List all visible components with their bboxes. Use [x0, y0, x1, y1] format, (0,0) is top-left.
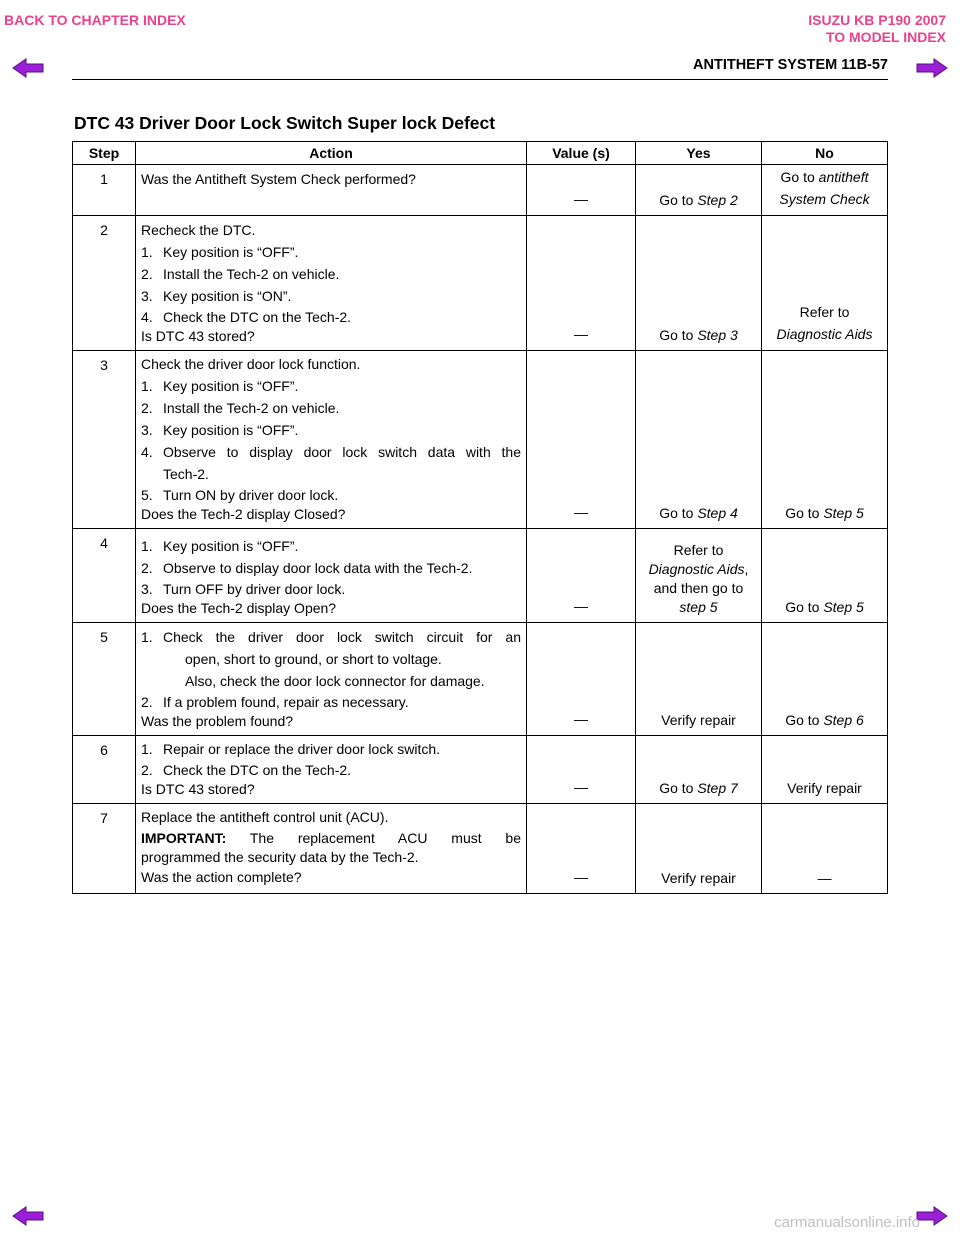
arrow-right-icon[interactable] [916, 1206, 948, 1226]
no-step-link: Step 6 [823, 712, 864, 728]
no-refer: Refer to [799, 304, 850, 320]
question-text: Was the action complete? [141, 869, 302, 885]
value-cell: — [527, 736, 636, 804]
list-item: 3. Key position is “ON”. [141, 288, 292, 304]
no-cell [762, 165, 888, 216]
column-header-no: No [762, 142, 888, 165]
column-header-value: Value (s) [527, 142, 636, 165]
action-cell [136, 165, 527, 216]
value-cell: — [527, 623, 636, 736]
action-intro: Check the driver door lock function. [141, 356, 361, 372]
value-cell: — [527, 529, 636, 623]
yes-prefix: Go to [659, 780, 698, 796]
diagnostic-table [72, 141, 888, 894]
list-item: 1. Check the driver door lock switch circuit for an open, short to ground, or short to voltage. Also, check the door lock connector for damage. [141, 629, 521, 689]
column-header-action: Action [136, 142, 527, 165]
yes-cell: Refer to Diagnostic Aids, and then go to step 5 [636, 529, 762, 623]
action-intro: Replace the antitheft control unit (ACU). [141, 809, 389, 825]
yes-step-link: Step 4 [697, 505, 738, 521]
no-prefix: Go to [785, 599, 824, 615]
no-step-link: Step 5 [823, 505, 864, 521]
no-link: Diagnostic Aids [776, 326, 873, 342]
watermark: carmanualsonline.info [774, 1214, 920, 1231]
list-item: 1. Key position is “OFF”. [141, 378, 299, 394]
no-link-part1: antitheft [818, 169, 869, 185]
table-row [73, 165, 888, 216]
yes-prefix: Go to [659, 192, 698, 208]
table-row [73, 351, 888, 529]
action-cell [136, 736, 527, 804]
question-text: Is DTC 43 stored? [141, 781, 255, 797]
no-cell: — [762, 804, 888, 894]
list-item: 2. Install the Tech-2 on vehicle. [141, 266, 340, 282]
column-header-step: Step [73, 142, 136, 165]
important-note-cont: programmed the security data by the Tech-2. [141, 849, 419, 865]
list-item: 1. Key position is “OFF”. [141, 244, 299, 260]
question-text: Does the Tech-2 display Closed? [141, 506, 346, 522]
value-cell: — [527, 804, 636, 894]
action-intro: Recheck the DTC. [141, 222, 256, 238]
column-header-yes: Yes [636, 142, 762, 165]
yes-cell: Verify repair [636, 623, 762, 736]
important-label: IMPORTANT: [141, 830, 227, 846]
yes-prefix: Go to [659, 505, 698, 521]
step-number: 2 [73, 216, 136, 351]
no-cell [762, 529, 888, 623]
no-cell [762, 216, 888, 351]
yes-step-link: Step 3 [697, 327, 738, 343]
step-number: 6 [73, 736, 136, 804]
question-text: Does the Tech-2 display Open? [141, 600, 337, 616]
table-row [73, 623, 888, 736]
no-cell [762, 623, 888, 736]
table-row [73, 736, 888, 804]
list-item: 2. Observe to display door lock data with the Tech-2. [141, 560, 473, 576]
step-number: 7 [73, 804, 136, 894]
arrow-left-icon[interactable] [12, 1206, 44, 1226]
list-item: 4. Check the DTC on the Tech-2. [141, 309, 352, 325]
no-step-link: Step 5 [823, 599, 864, 615]
list-item: 2. Install the Tech-2 on vehicle. [141, 400, 340, 416]
list-item: 1. Repair or replace the driver door lock switch. [141, 741, 441, 757]
no-prefix: Go to [785, 712, 824, 728]
list-item: 2. Check the DTC on the Tech-2. [141, 762, 352, 778]
yes-step-link: step 5 [679, 599, 718, 615]
header-rule [72, 79, 888, 80]
action-cell [136, 623, 527, 736]
arrow-right-icon[interactable] [916, 58, 948, 78]
yes-cell [636, 351, 762, 529]
no-cell [762, 351, 888, 529]
action-cell [136, 529, 527, 623]
list-item: 3. Turn OFF by driver door lock. [141, 581, 346, 597]
no-cell: Verify repair [762, 736, 888, 804]
yes-prefix: Go to [659, 327, 698, 343]
yes-step-link: Step 2 [697, 192, 738, 208]
yes-refer: Refer to [673, 542, 724, 558]
arrow-left-icon[interactable] [12, 58, 44, 78]
question-text: Is DTC 43 stored? [141, 328, 255, 344]
yes-cell [636, 165, 762, 216]
value-cell: — [527, 351, 636, 529]
list-item: 1. Key position is “OFF”. [141, 538, 299, 554]
yes-then: and then go to [653, 580, 744, 596]
action-text: Was the Antitheft System Check performed? [141, 171, 416, 187]
action-cell [136, 216, 527, 351]
important-note: IMPORTANT: The replacement ACU must be [141, 830, 522, 846]
yes-cell [636, 736, 762, 804]
list-item: 4. Observe to display door lock switch data with the Tech-2. [141, 444, 521, 482]
table-row [73, 216, 888, 351]
table-row [73, 804, 888, 894]
table-row [73, 529, 888, 623]
yes-cell: Verify repair [636, 804, 762, 894]
back-to-chapter-index-link[interactable]: BACK TO CHAPTER INDEX [4, 12, 186, 28]
list-item: 3. Key position is “OFF”. [141, 422, 299, 438]
list-item: 5. Turn ON by driver door lock. [141, 487, 339, 503]
value-cell: — [527, 216, 636, 351]
step-number: 4 [73, 529, 136, 623]
yes-cell [636, 216, 762, 351]
value-cell: — [527, 165, 636, 216]
no-prefix: Go to [785, 505, 824, 521]
page-header: ANTITHEFT SYSTEM 11B-57 [693, 57, 888, 73]
yes-step-link: Step 7 [697, 780, 738, 796]
action-cell [136, 351, 527, 529]
no-link-part2: System Check [779, 191, 870, 207]
question-text: Was the problem found? [141, 713, 294, 729]
model-title[interactable]: ISUZU KB P190 2007 [808, 12, 946, 28]
page-title: DTC 43 Driver Door Lock Switch Super lock Defect [74, 113, 496, 133]
step-number: 5 [73, 623, 136, 736]
list-item: 2. If a problem found, repair as necessary. [141, 694, 409, 710]
action-cell [136, 804, 527, 894]
step-number: 1 [73, 165, 136, 216]
yes-link-diagnostic-aids: Diagnostic Aids [648, 561, 745, 577]
step-number: 3 [73, 351, 136, 529]
table-header-row [73, 142, 888, 165]
to-model-index[interactable]: TO MODEL INDEX [825, 29, 946, 45]
no-prefix: Go to [780, 169, 819, 185]
model-index-link[interactable] [808, 12, 946, 46]
